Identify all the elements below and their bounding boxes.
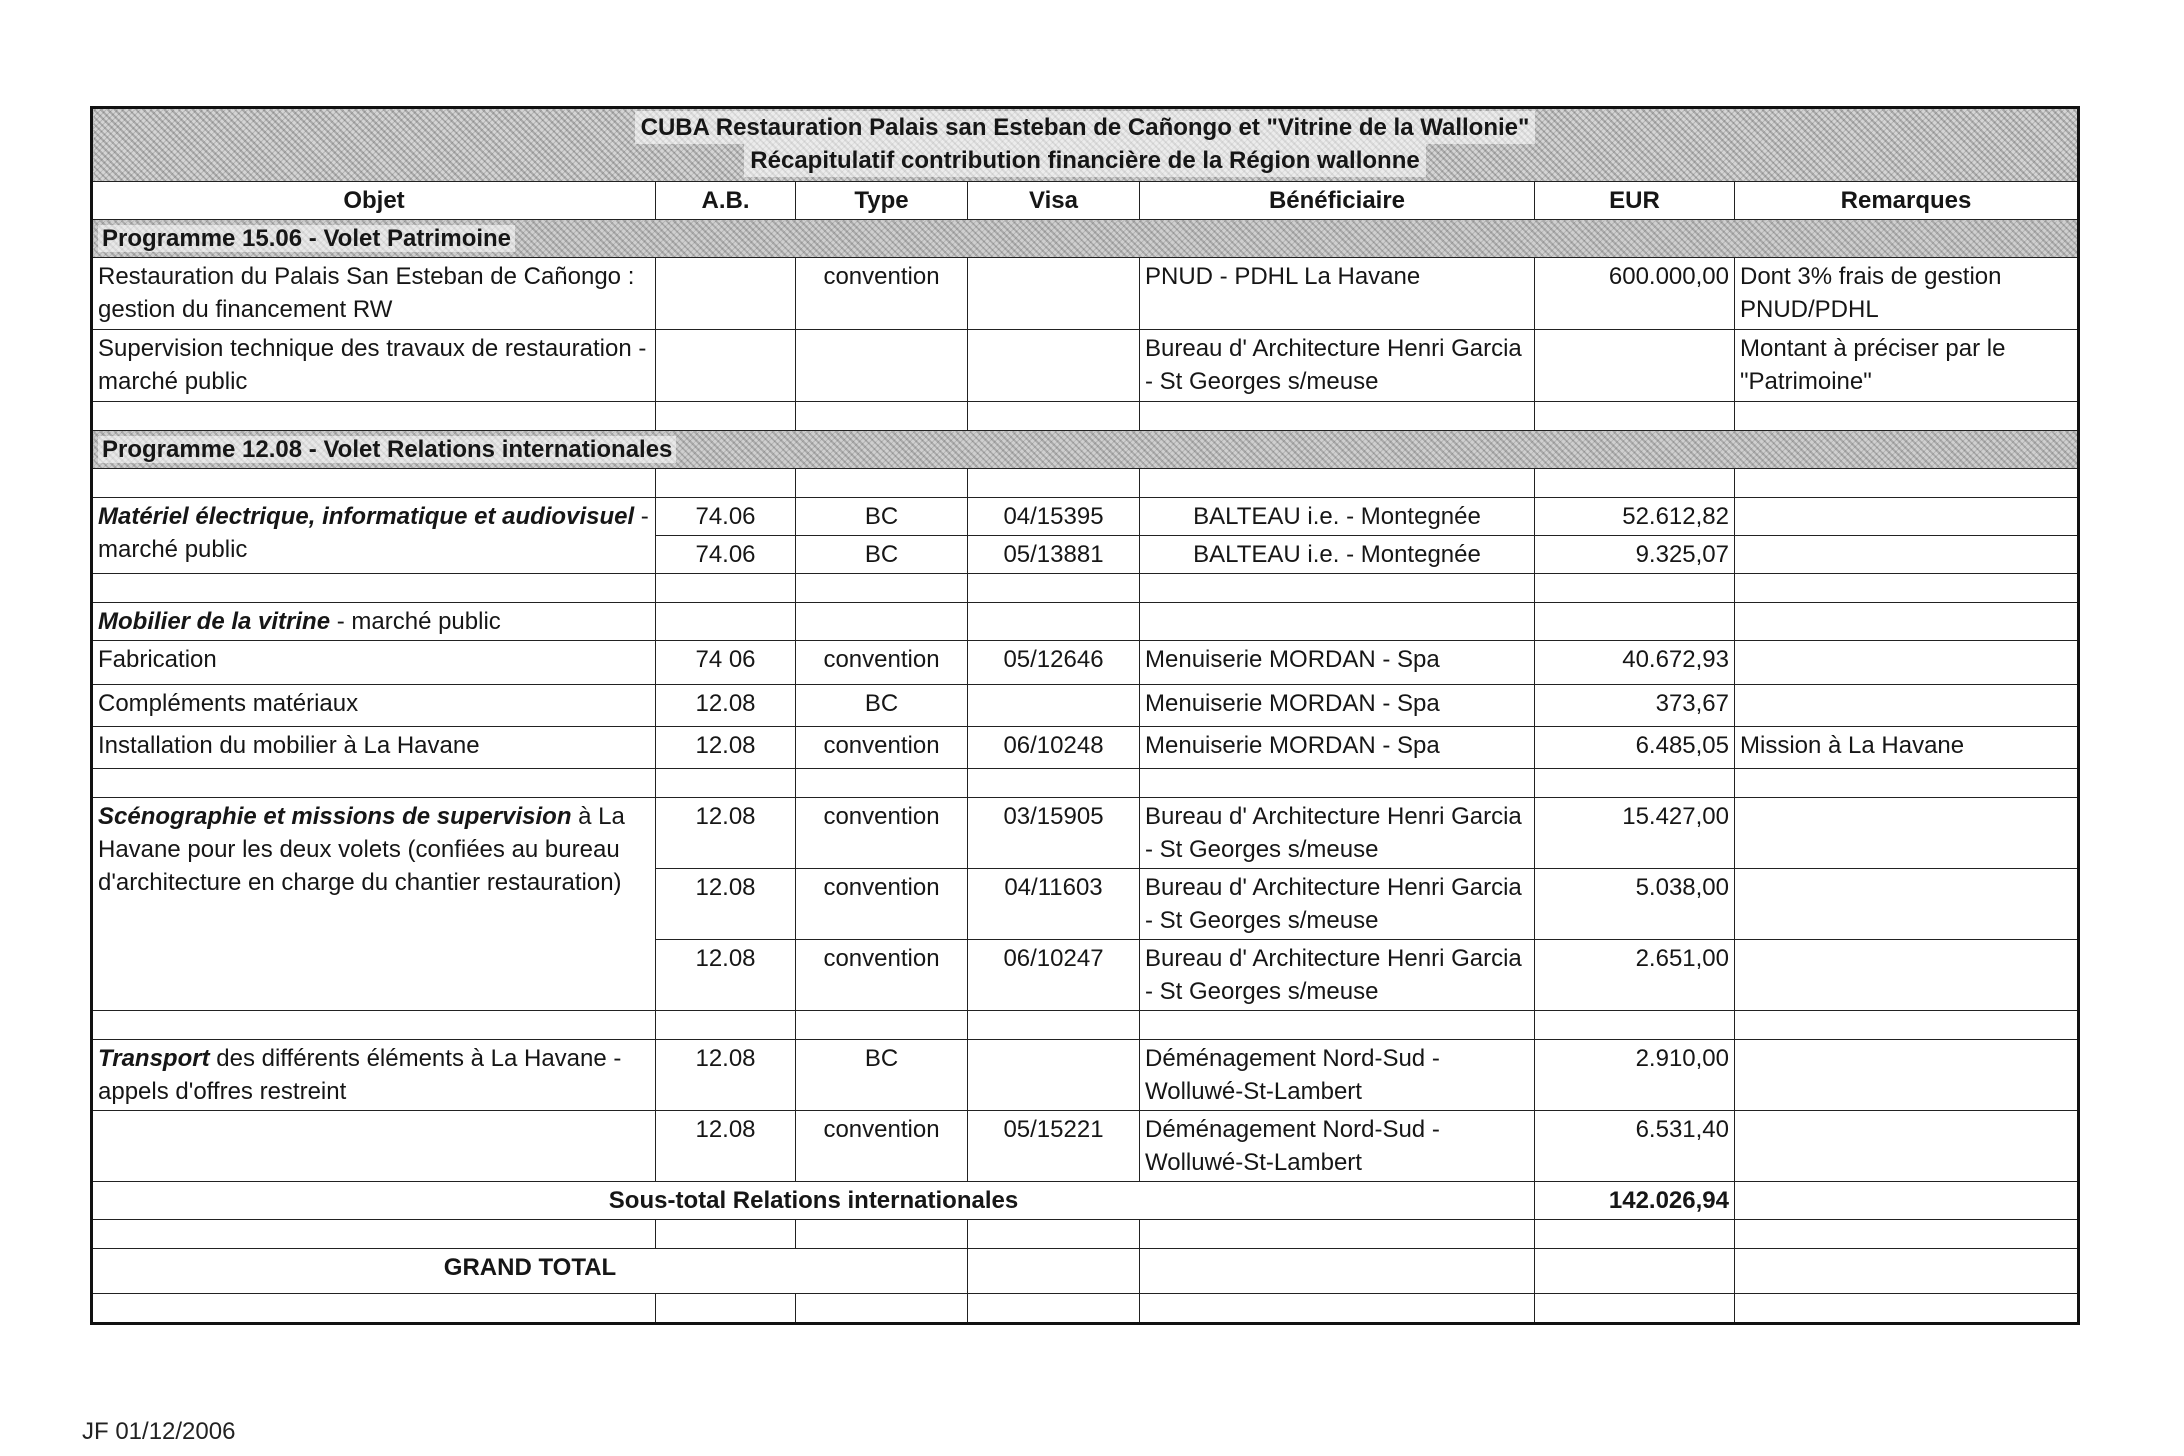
cell-visa: 05/15221 [968,1111,1140,1182]
cell-visa [968,258,1140,330]
cell-ab: 12.08 [656,798,796,869]
group-title [92,798,656,1011]
cell-ab: 74.06 [656,536,796,574]
group-title-italic: Mobilier de la vitrine [98,608,331,635]
cell-beneficiaire: Bureau d' Architecture Henri Garcia - St Georges s/meuse [1140,798,1535,869]
cell-beneficiaire: BALTEAU i.e. - Montegnée [1140,498,1535,536]
document-sheet [90,106,2077,1346]
cell-remarques [1735,498,2079,536]
cell-ab: 12.08 [656,869,796,940]
cell-beneficiaire: Bureau d' Architecture Henri Garcia - St Georges s/meuse [1140,869,1535,940]
cell-eur: 600.000,00 [1535,258,1735,330]
table-row [92,727,2079,769]
financial-summary-table [90,106,2080,1325]
title-line-2: Récapitulatif contribution financière de la Région wallonne [744,144,1425,177]
subtotal-label: Sous-total Relations internationales [92,1182,1535,1220]
cell-eur: 15.427,00 [1535,798,1735,869]
cell-remarques [1735,536,2079,574]
cell-remarques: Dont 3% frais de gestion PNUD/PDHL [1735,258,2079,330]
cell-ab: 12.08 [656,685,796,727]
group-title-italic: Scénographie et missions de supervision [98,803,572,830]
cell-visa: 06/10247 [968,940,1140,1011]
cell-type: BC [796,1040,968,1111]
cell-visa [968,1040,1140,1111]
cell-type [796,330,968,402]
group-title [92,1040,656,1111]
table-row [92,1040,2079,1111]
cell-visa: 05/12646 [968,641,1140,685]
cell-visa: 03/15905 [968,798,1140,869]
spacer-row [92,1220,2079,1249]
cell-beneficiaire: Déménagement Nord-Sud - Wolluwé-St-Lambert [1140,1040,1535,1111]
cell-remarques [1735,798,2079,869]
cell-visa: 06/10248 [968,727,1140,769]
table-row [92,498,2079,536]
table-row [92,641,2079,685]
cell-remarques: Mission à La Havane [1735,727,2079,769]
grand-total-label: GRAND TOTAL [92,1249,968,1294]
cell-ab: 74.06 [656,498,796,536]
cell-remarques [1735,641,2079,685]
cell-visa: 04/11603 [968,869,1140,940]
col-header-beneficiaire: Bénéficiaire [1140,182,1535,220]
column-header-row [92,182,2079,220]
cell-ab: 12.08 [656,940,796,1011]
cell-eur [1535,330,1735,402]
cell-visa: 05/13881 [968,536,1140,574]
col-header-objet: Objet [92,182,656,220]
table-row [92,330,2079,402]
table-row [92,685,2079,727]
programme-label: Programme 15.06 - Volet Patrimoine [98,225,515,252]
table-title [92,108,2079,182]
cell-type: convention [796,940,968,1011]
cell-type: convention [796,1111,968,1182]
cell-type: BC [796,685,968,727]
grand-total-row [92,1249,2079,1294]
cell-eur: 40.672,93 [1535,641,1735,685]
cell-visa: 04/15395 [968,498,1140,536]
cell-ab: 12.08 [656,727,796,769]
cell-eur: 9.325,07 [1535,536,1735,574]
cell-type: convention [796,258,968,330]
document-footer-date: JF 01/12/2006 [82,1418,236,1445]
cell-type: convention [796,869,968,940]
subtotal-row [92,1182,2079,1220]
table-row [92,798,2079,869]
programme-header-relations [92,431,2079,469]
cell-eur: 52.612,82 [1535,498,1735,536]
cell-objet: Compléments matériaux [92,685,656,727]
group-title-rest: des différents éléments à La Havane - appels d'offres restreint [98,1045,622,1105]
spacer-row [92,469,2079,498]
cell-beneficiaire: BALTEAU i.e. - Montegnée [1140,536,1535,574]
group-title-rest: à La Havane pour les deux volets (confiées au bureau d'architecture en charge du chantier restauration) [98,803,625,896]
spacer-row [92,1294,2079,1324]
col-header-remarques: Remarques [1735,182,2079,220]
col-header-visa: Visa [968,182,1140,220]
table-title-row [92,108,2079,182]
cell-beneficiaire: Déménagement Nord-Sud - Wolluwé-St-Lambert [1140,1111,1535,1182]
grand-total-value [1535,1249,1735,1294]
cell-objet: Installation du mobilier à La Havane [92,727,656,769]
cell-beneficiaire: Bureau d' Architecture Henri Garcia - St Georges s/meuse [1140,940,1535,1011]
group-title-rest: - marché public [98,503,649,563]
cell-type: BC [796,498,968,536]
title-line-1: CUBA Restauration Palais san Esteban de Cañongo et "Vitrine de la Wallonie" [635,111,1536,144]
cell-remarques [1735,940,2079,1011]
spacer-row [92,574,2079,603]
cell-beneficiaire: PNUD - PDHL La Havane [1140,258,1535,330]
cell-ab: 12.08 [656,1111,796,1182]
cell-remarques: Montant à préciser par le "Patrimoine" [1735,330,2079,402]
cell-eur: 6.531,40 [1535,1111,1735,1182]
cell-type: convention [796,727,968,769]
group-title-italic: Transport [98,1045,210,1072]
cell-ab: 12.08 [656,1040,796,1111]
col-header-eur: EUR [1535,182,1735,220]
cell-objet: Restauration du Palais San Esteban de Cañongo : gestion du financement RW [92,258,656,330]
cell-ab [656,258,796,330]
col-header-ab: A.B. [656,182,796,220]
group-title-rest: - marché public [330,608,501,635]
table-row [92,1111,2079,1182]
cell-eur: 2.910,00 [1535,1040,1735,1111]
cell-ab: 74 06 [656,641,796,685]
programme-header-patrimoine [92,220,2079,258]
cell-beneficiaire: Menuiserie MORDAN - Spa [1140,685,1535,727]
cell-beneficiaire: Bureau d' Architecture Henri Garcia - St Georges s/meuse [1140,330,1535,402]
cell-remarques [1735,869,2079,940]
cell-remarques [1735,685,2079,727]
col-header-type: Type [796,182,968,220]
cell-visa [968,685,1140,727]
cell-visa [968,330,1140,402]
cell-remarques [1735,1111,2079,1182]
cell-beneficiaire: Menuiserie MORDAN - Spa [1140,727,1535,769]
cell-eur: 5.038,00 [1535,869,1735,940]
subtotal-value: 142.026,94 [1535,1182,1735,1220]
cell-type: convention [796,641,968,685]
group-title [92,603,656,641]
group-title-italic: Matériel électrique, informatique et audiovisuel [98,503,635,530]
cell-eur: 6.485,05 [1535,727,1735,769]
programme-label: Programme 12.08 - Volet Relations internationales [98,436,676,463]
cell-ab [656,330,796,402]
cell-type: convention [796,798,968,869]
cell-objet: Fabrication [92,641,656,685]
spacer-row [92,1011,2079,1040]
cell-eur: 2.651,00 [1535,940,1735,1011]
cell-remarques [1735,1040,2079,1111]
spacer-row [92,402,2079,431]
table-row [92,258,2079,330]
table-row [92,603,2079,641]
cell-type: BC [796,536,968,574]
spacer-row [92,769,2079,798]
cell-eur: 373,67 [1535,685,1735,727]
cell-objet: Supervision technique des travaux de restauration - marché public [92,330,656,402]
cell-beneficiaire: Menuiserie MORDAN - Spa [1140,641,1535,685]
group-title [92,498,656,574]
